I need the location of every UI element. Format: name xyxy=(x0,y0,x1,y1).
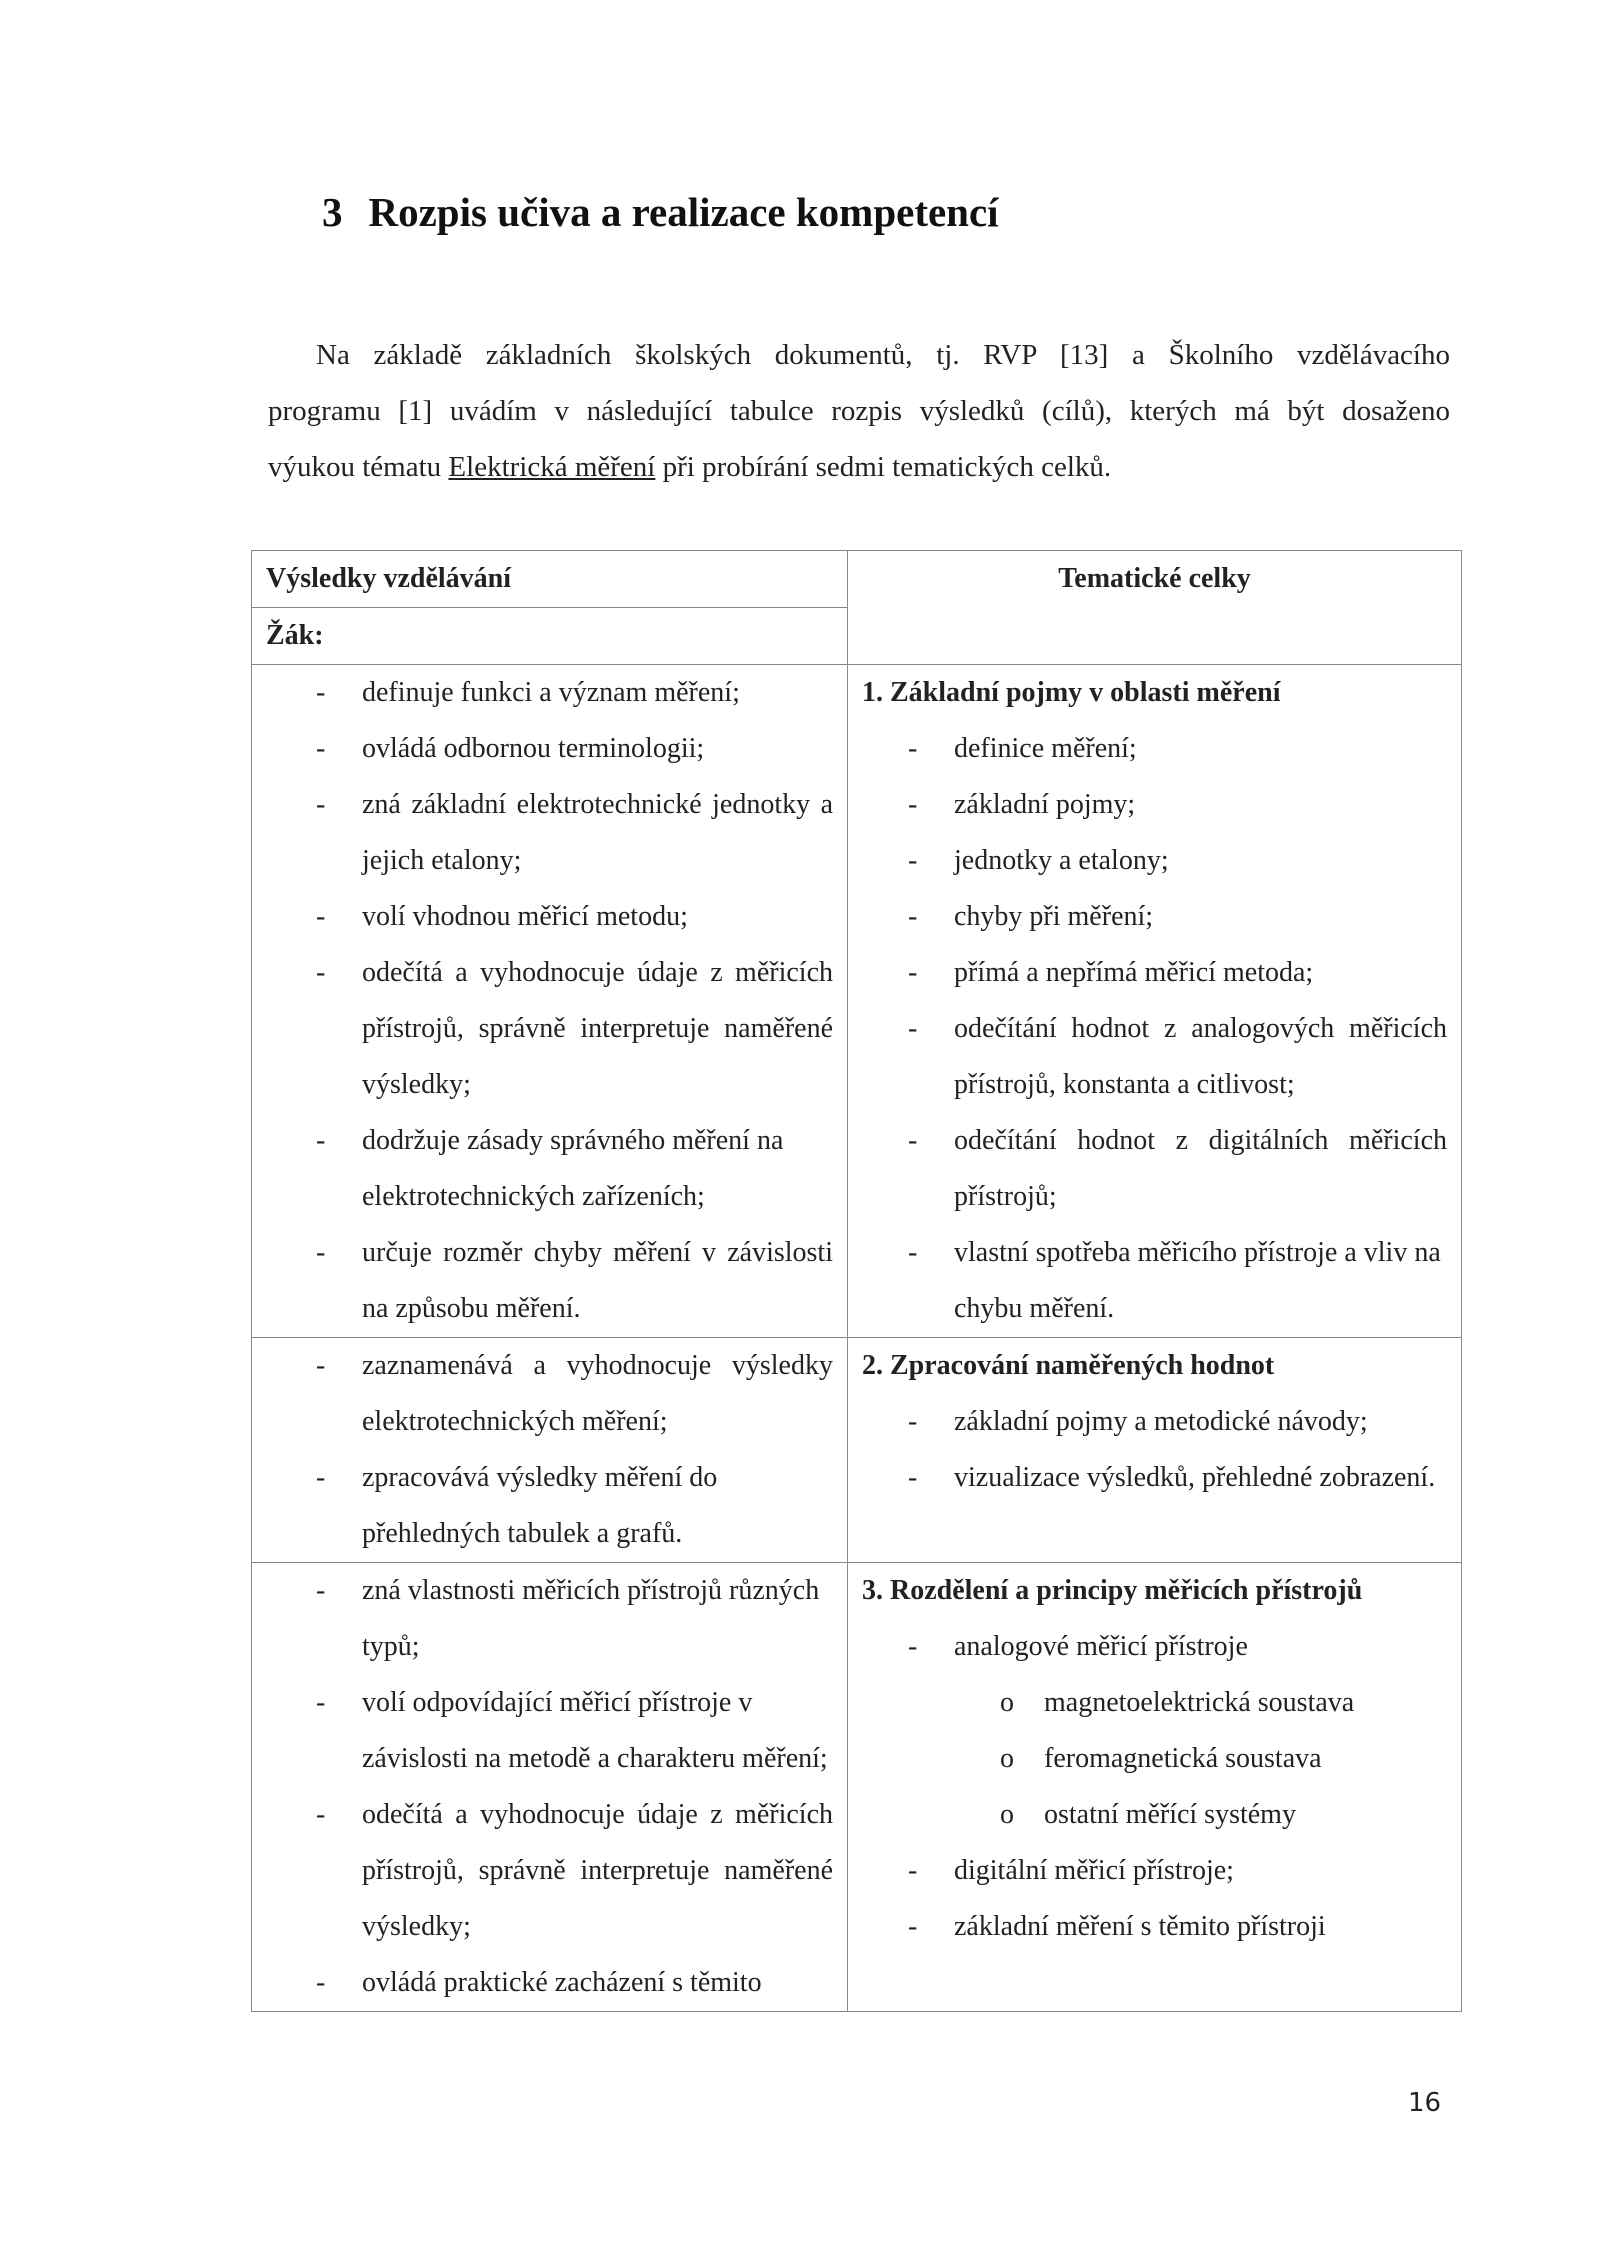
sub-list-item: o feromagnetická soustava xyxy=(848,1731,1461,1787)
list-item: - zpracovává výsledky měření do přehledných tabulek a grafů. xyxy=(252,1450,847,1562)
list-item: - základní měření s těmito přístroji xyxy=(848,1899,1461,1955)
list-item: - ovládá odbornou terminologii; xyxy=(252,721,847,777)
outcomes-table xyxy=(251,550,1462,2012)
topic-title-2: 2. Zpracování naměřených hodnot xyxy=(862,1350,1275,1381)
intro-line-3 xyxy=(268,439,1450,495)
table-row xyxy=(252,1563,1462,2012)
sub-list-item: o magnetoelektrická soustava xyxy=(848,1675,1461,1731)
list-item: - volí odpovídající měřicí přístroje v závislosti na metodě a charakteru měření; xyxy=(252,1675,847,1787)
list-item: - odečítá a vyhodnocuje údaje z měřicích přístrojů, správně interpretuje naměřené výsledky; xyxy=(252,1787,847,1955)
header-topics: Tematické celky xyxy=(1058,563,1251,594)
header-student: Žák: xyxy=(266,620,324,651)
section-heading xyxy=(322,188,999,236)
list-item: - zná vlastnosti měřicích přístrojů různých typů; xyxy=(252,1563,847,1675)
page-number: 16 xyxy=(1408,2088,1442,2118)
list-item: - vizualizace výsledků, přehledné zobrazení. xyxy=(848,1450,1461,1506)
table-row xyxy=(252,1338,1462,1563)
list-item: - digitální měřicí přístroje; xyxy=(848,1843,1461,1899)
row1-right-cell xyxy=(848,665,1462,1338)
table-row xyxy=(252,665,1462,1338)
list-item: - volí vhodnou měřicí metodu; xyxy=(252,889,847,945)
row3-right-cell xyxy=(848,1563,1462,2012)
header-left-cell xyxy=(252,551,848,665)
table-header-row xyxy=(252,551,1462,665)
intro-line-2: programu [1] uvádím v následující tabulce rozpis výsledků (cílů), kterých má být dosaženo xyxy=(268,395,1450,427)
list-item: - zaznamenává a vyhodnocuje výsledky elektrotechnických měření; xyxy=(252,1338,847,1450)
list-item: - základní pojmy a metodické návody; xyxy=(848,1394,1461,1450)
list-item: - zná základní elektrotechnické jednotky a jejich etalony; xyxy=(252,777,847,889)
list-item: - odečítání hodnot z analogových měřicích přístrojů, konstanta a citlivost; xyxy=(848,1001,1461,1113)
list-item: - určuje rozměr chyby měření v závislosti na způsobu měření. xyxy=(252,1225,847,1337)
row1-left-cell xyxy=(252,665,848,1338)
section-number: 3 xyxy=(322,189,343,235)
topic-link: Elektrická měření xyxy=(448,451,656,483)
list-item: - vlastní spotřeba měřicího přístroje a vliv na chybu měření. xyxy=(848,1225,1461,1337)
header-outcomes: Výsledky vzdělávání xyxy=(252,551,847,608)
section-title: Rozpis učiva a realizace kompetencí xyxy=(368,189,999,235)
list-item: - odečítá a vyhodnocuje údaje z měřicích přístrojů, správně interpretuje naměřené výsledky; xyxy=(252,945,847,1113)
list-item: - definuje funkci a význam měření; xyxy=(252,665,847,721)
row3-left-cell xyxy=(252,1563,848,2012)
intro-line-3-end: při probírání sedmi tematických celků. xyxy=(655,451,1112,483)
intro-paragraph xyxy=(268,327,1450,495)
intro-line-3-start: výukou tématu xyxy=(268,451,449,483)
list-item: - jednotky a etalony; xyxy=(848,833,1461,889)
header-right-cell xyxy=(848,551,1462,665)
list-item-text: analogové měřicí přístroje xyxy=(954,1631,1248,1662)
intro-line-1: Na základě základních školských dokumentů, tj. RVP [13] a Školního vzdělávacího xyxy=(316,339,1450,371)
list-item: - definice měření; xyxy=(848,721,1461,777)
list-item: - ovládá praktické zacházení s těmito xyxy=(252,1955,847,2011)
list-item xyxy=(848,1619,1461,1675)
list-item: - odečítání hodnot z digitálních měřicích přístrojů; xyxy=(848,1113,1461,1225)
row2-right-cell xyxy=(848,1338,1462,1563)
row2-left-cell xyxy=(252,1338,848,1563)
topic-title-1: 1. Základní pojmy v oblasti měření xyxy=(862,677,1281,708)
topic-title-3: 3. Rozdělení a principy měřicích přístrojů xyxy=(862,1575,1363,1606)
sub-list-item: o ostatní měřící systémy xyxy=(848,1787,1461,1843)
list-item: - přímá a nepřímá měřicí metoda; xyxy=(848,945,1461,1001)
list-item: - dodržuje zásady správného měření na elektrotechnických zařízeních; xyxy=(252,1113,847,1225)
list-item: - základní pojmy; xyxy=(848,777,1461,833)
list-item: - chyby při měření; xyxy=(848,889,1461,945)
